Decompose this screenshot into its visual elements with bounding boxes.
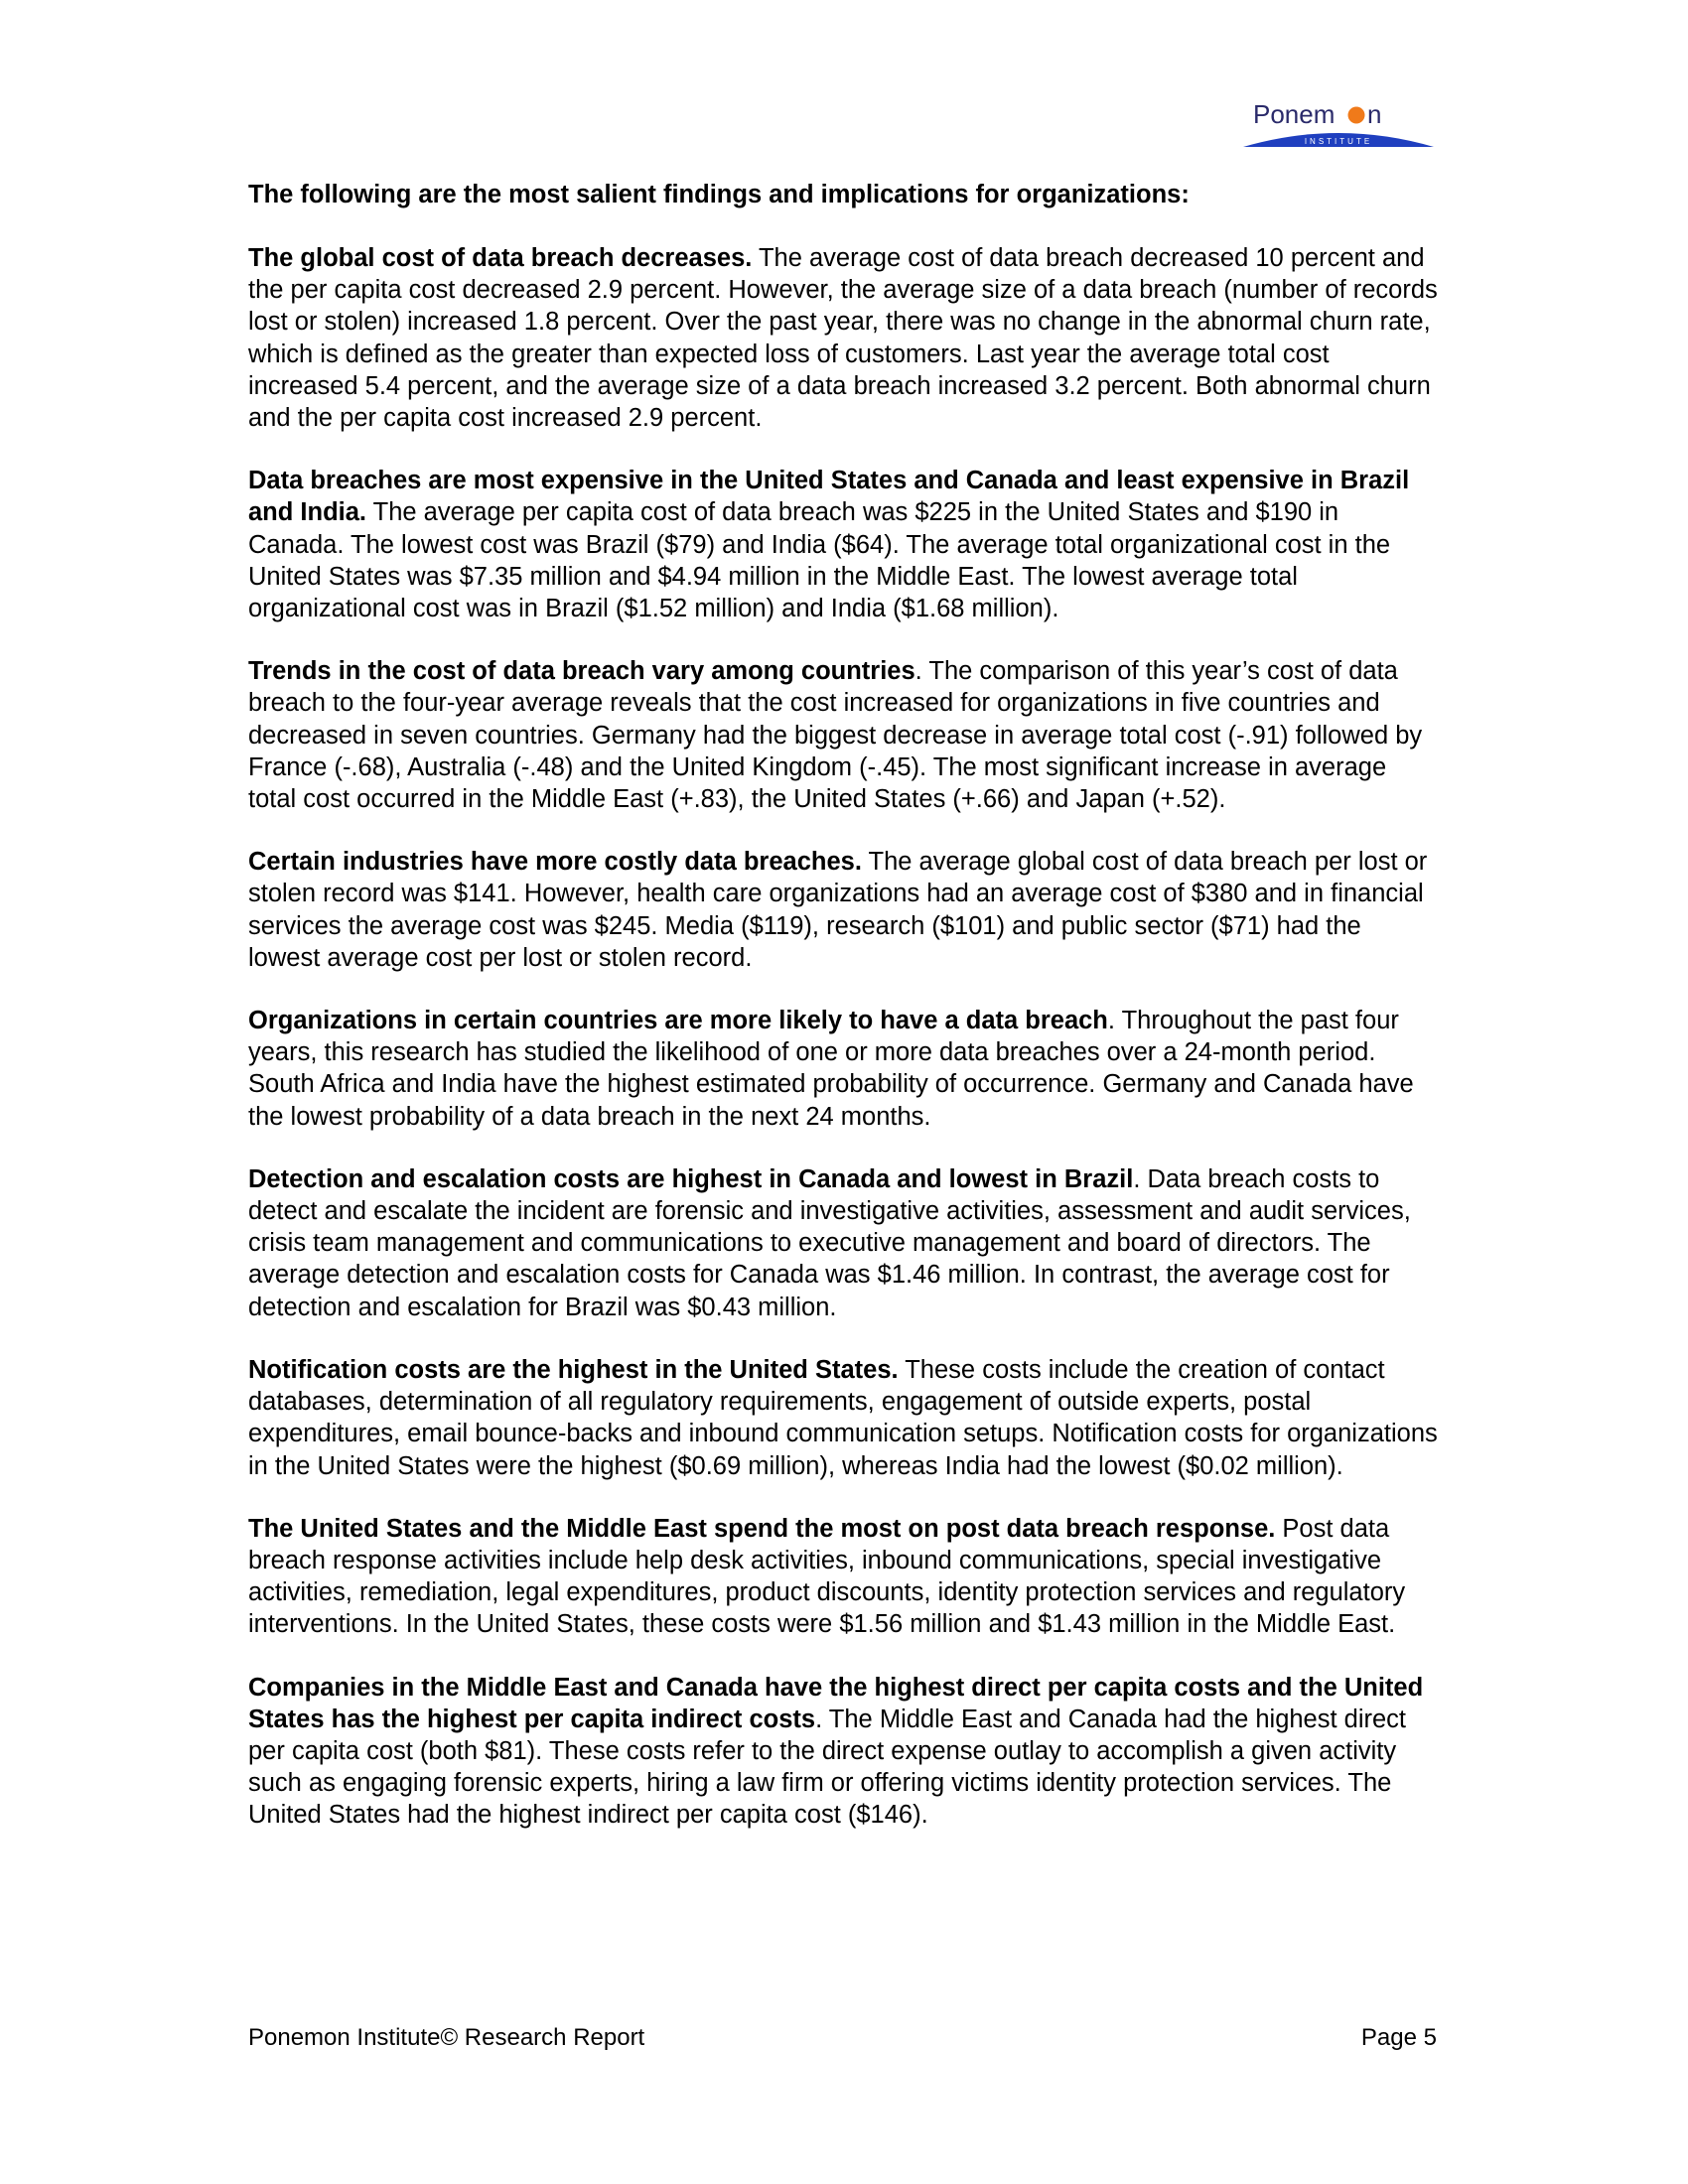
finding-paragraph xyxy=(248,846,1440,974)
finding-paragraph xyxy=(248,1513,1440,1641)
logo-text-before: Ponem xyxy=(1253,99,1336,129)
finding-heading: Organizations in certain countries are more likely to have a data breach xyxy=(248,1007,1108,1035)
finding-heading: Notification costs are the highest in the United States. xyxy=(248,1355,899,1384)
finding-paragraph xyxy=(248,1672,1440,1832)
finding-paragraph xyxy=(248,465,1440,624)
finding-body: . The comparison of this year’s cost of data breach to the four-year average reveals that the cost increased for organizations in five countries and decreased in seven countries. Germany had the biggest decrease in average total cost (-.91) followed by France (-.68), Australia (-.48) and the United Kingdom (-.45). The most significant increase in average total cost occurred in the Middle East (+.83), the United States (+.66) and Japan (+.52). xyxy=(248,657,1423,814)
logo-sun-icon xyxy=(1348,107,1365,124)
finding-heading: Trends in the cost of data breach vary among countries xyxy=(248,657,915,686)
finding-paragraph xyxy=(248,242,1440,434)
finding-body: . Throughout the past four years, this research has studied the likelihood of one or more data breaches over a 24-month period. South Africa and India have the highest estimated probability of occurrence. Germany and Canada have the lowest probability of a data breach in the next 24 months. xyxy=(248,1007,1414,1131)
logo-text-after: n xyxy=(1367,99,1382,129)
finding-body: . The Middle East and Canada had the highest direct per capita cost (both $81). These costs refer to the direct expense outlay to accomplish a given activity such as engaging forensic experts, hiring a law firm or offering victims identity protection services. The United States had the highest indirect per capita cost ($146). xyxy=(248,1705,1407,1830)
footer-page-number: Page 5 xyxy=(1360,2024,1437,2051)
finding-body: The average per capita cost of data breach was $225 in the United States and $190 in Canada. The lowest cost was Brazil ($79) and India ($64). The average total organizational cost in the United States was $7.35 million and $4.94 million in the Middle East. The lowest average total organizational cost was in Brazil ($1.52 million) and India ($1.68 million). xyxy=(248,498,1391,623)
finding-paragraph xyxy=(248,655,1440,815)
finding-paragraph xyxy=(248,1163,1440,1323)
finding-heading: Detection and escalation costs are highest in Canada and lowest in Brazil xyxy=(248,1164,1134,1193)
finding-paragraph xyxy=(248,1005,1440,1133)
finding-body: . Data breach costs to detect and escalate the incident are forensic and investigative activities, assessment and audit services, crisis team management and communications to executive management and board of directors. The average detection and escalation costs for Canada was $1.46 million. In contrast, the average cost for detection and escalation for Brazil was $0.43 million. xyxy=(248,1164,1411,1321)
intro-heading: The following are the most salient findings and implications for organizations: xyxy=(248,181,1190,208)
logo-subtitle: INSTITUTE xyxy=(1304,137,1373,146)
finding-heading: Certain industries have more costly data breaches. xyxy=(248,848,862,877)
finding-body: These costs include the creation of contact databases, determination of all regulatory requirements, engagement of outside experts, postal expenditures, email bounce-backs and inbound communication setups. Notification costs for organizations in the United States were the highest ($0.69 million), whereas India had the lowest ($0.02 million). xyxy=(248,1355,1438,1480)
ponemon-logo xyxy=(1239,97,1438,151)
finding-paragraph xyxy=(248,1354,1440,1482)
finding-body: The average cost of data breach decreased 10 percent and the per capita cost decreased 2.9 percent. However, the average size of a data breach (number of records lost or stolen) increased 1.8 percent. Over the past year, there was no change in the abnormal churn rate, which is defined as the greater than expected loss of customers. Last year the average total cost increased 5.4 percent, and the average size of a data breach increased 3.2 percent. Both abnormal churn and the per capita cost increased 2.9 percent. xyxy=(248,244,1438,433)
footer-report-title: Ponemon Institute© Research Report xyxy=(248,2024,645,2051)
finding-body: Post data breach response activities include help desk activities, inbound communications, special investigative activities, remediation, legal expenditures, product discounts, identity protection services and regulatory interventions. In the United States, these costs were $1.56 million and $1.43 million in the Middle East. xyxy=(248,1514,1406,1639)
finding-heading: The United States and the Middle East spend the most on post data breach response. xyxy=(248,1514,1276,1543)
main-content xyxy=(248,179,1440,1862)
finding-heading: Companies in the Middle East and Canada have the highest direct per capita costs and the United States has the highest per capita indirect costs xyxy=(248,1673,1424,1733)
finding-heading: The global cost of data breach decreases. xyxy=(248,244,753,272)
ponemon-logo-graphic xyxy=(1239,97,1438,151)
finding-heading: Data breaches are most expensive in the United States and Canada and least expensive in Brazil and India. xyxy=(248,467,1410,527)
finding-body: The average global cost of data breach per lost or stolen record was $141. However, health care organizations had an average cost of $380 and in financial services the average cost was $245. Media ($119), research ($101) and public sector ($71) had the lowest average cost per lost or stolen record. xyxy=(248,848,1428,972)
